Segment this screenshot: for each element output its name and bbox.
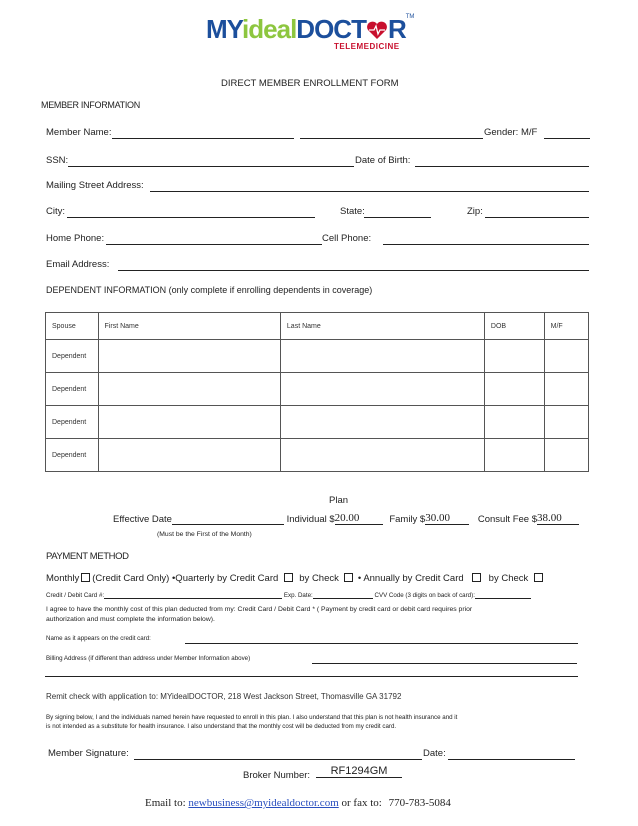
signing-text-1: By signing below, I and the individuals named herein have requested to enroll in this plan. I also understand that this plan is not health insurance and it xyxy=(46,714,458,721)
first-name-cell[interactable] xyxy=(98,439,280,472)
home-phone-field[interactable] xyxy=(106,244,322,245)
last-name-cell[interactable] xyxy=(280,406,484,439)
plan-note: (Must be the First of the Month) xyxy=(157,531,252,538)
last-name-cell[interactable] xyxy=(280,340,484,373)
row-label: Dependent xyxy=(46,439,99,472)
agree-text-1: I agree to have the monthly cost of this plan deducted from my: Credit Card / Debit Card * ( Payment by credit card or debit card requires prior xyxy=(46,606,473,613)
last-name-field[interactable] xyxy=(300,138,483,139)
logo-ideal: ideal xyxy=(242,14,297,44)
table-header-row xyxy=(46,313,589,340)
street-field[interactable] xyxy=(150,191,589,192)
table-row xyxy=(46,439,589,472)
dependent-table xyxy=(45,312,589,472)
exp-field[interactable] xyxy=(313,591,373,599)
cvv-label: CVV Code (3 digits on back of card): xyxy=(374,592,475,599)
consult-value: 38.00 xyxy=(537,512,579,525)
col-last-name: Last Name xyxy=(280,313,484,340)
effective-date-label: Effective Date xyxy=(113,514,172,525)
broker-label: Broker Number: xyxy=(243,770,311,781)
row-label: Dependent xyxy=(46,373,99,406)
name-on-card-field[interactable] xyxy=(185,643,578,644)
mf-cell[interactable] xyxy=(544,340,588,373)
home-phone-label: Home Phone: xyxy=(46,233,105,244)
annual-check-checkbox[interactable] xyxy=(534,573,543,582)
state-field[interactable] xyxy=(364,217,431,218)
dob-cell[interactable] xyxy=(484,340,544,373)
dependent-heading: DEPENDENT INFORMATION (only complete if enrolling dependents in coverage) xyxy=(46,285,373,295)
logo-tm: TM xyxy=(405,14,415,20)
payment-heading: PAYMENT METHOD xyxy=(46,551,129,562)
heart-icon xyxy=(366,20,388,40)
zip-field[interactable] xyxy=(485,217,589,218)
ssn-label: SSN: xyxy=(46,155,69,166)
footer-fax: 770-783-5084 xyxy=(388,797,451,809)
plan-row xyxy=(113,512,579,525)
individual-value: 20.00 xyxy=(335,512,383,525)
gender-field[interactable] xyxy=(544,138,590,139)
name-on-card-label: Name as it appears on the credit card: xyxy=(46,635,151,642)
dob-cell[interactable] xyxy=(484,406,544,439)
last-name-cell[interactable] xyxy=(280,439,484,472)
divider xyxy=(45,676,578,677)
cell-phone-field[interactable] xyxy=(383,244,589,245)
card-number-label: Credit / Debit Card #: xyxy=(46,592,105,599)
agree-text-2: authorization and must complete the information below). xyxy=(46,616,215,623)
member-signature-label: Member Signature: xyxy=(48,748,129,759)
member-signature-field[interactable] xyxy=(134,759,422,760)
first-name-cell[interactable] xyxy=(98,373,280,406)
email-field[interactable] xyxy=(118,270,589,271)
zip-label: Zip: xyxy=(467,206,483,217)
card-row xyxy=(46,591,531,599)
annually-label: • Annually by Credit Card xyxy=(357,573,464,584)
exp-label: Exp. Date: xyxy=(283,592,313,599)
dob-label: Date of Birth: xyxy=(355,155,411,166)
col-first-name: First Name xyxy=(98,313,280,340)
first-name-field[interactable] xyxy=(112,138,294,139)
broker-number: RF1294GM xyxy=(316,765,402,778)
annual-check-label: by Check xyxy=(488,573,529,584)
monthly-checkbox[interactable] xyxy=(81,573,90,582)
member-name-label: Member Name: xyxy=(46,127,112,138)
footer xyxy=(145,797,451,809)
remit-text: Remit check with application to: MYidealDOCTOR, 218 West Jackson Street, Thomasville GA 31792 xyxy=(46,692,402,701)
email-label: Email Address: xyxy=(46,259,110,270)
logo-tagline: TELEMEDICINE xyxy=(334,42,400,51)
street-label: Mailing Street Address: xyxy=(46,180,144,191)
table-row xyxy=(46,373,589,406)
signing-text-2: is not intended as a substitute for health insurance. I also understand that the monthly cost will be deducted from my credit card. xyxy=(46,723,397,730)
dob-cell[interactable] xyxy=(484,439,544,472)
form-title: DIRECT MEMBER ENROLLMENT FORM xyxy=(221,78,399,89)
card-number-field[interactable] xyxy=(104,591,282,599)
row-label: Dependent xyxy=(46,406,99,439)
last-name-cell[interactable] xyxy=(280,373,484,406)
gender-label: Gender: M/F xyxy=(484,127,538,138)
cell-phone-label: Cell Phone: xyxy=(322,233,372,244)
individual-label: Individual $ xyxy=(286,514,335,525)
first-name-cell[interactable] xyxy=(98,406,280,439)
billing-label: Billing Address (if different than address under Member Information above) xyxy=(46,655,251,662)
member-info-heading: MEMBER INFORMATION xyxy=(41,100,140,110)
mf-cell[interactable] xyxy=(544,406,588,439)
quarterly-check-checkbox[interactable] xyxy=(344,573,353,582)
payment-options xyxy=(46,573,549,584)
state-label: State: xyxy=(340,206,365,217)
quarterly-label: •Quarterly by Credit Card xyxy=(171,573,279,584)
row-label: Dependent xyxy=(46,340,99,373)
table-row xyxy=(46,340,589,373)
footer-email-link[interactable]: newbusiness@myidealdoctor.com xyxy=(188,797,339,809)
family-label: Family $ xyxy=(389,514,426,525)
monthly-card-label: (Credit Card Only) xyxy=(92,573,170,584)
footer-fax-prefix: or fax to: xyxy=(341,797,382,809)
date-field[interactable] xyxy=(448,759,575,760)
col-mf: M/F xyxy=(544,313,588,340)
city-field[interactable] xyxy=(67,217,315,218)
col-spouse: Spouse xyxy=(46,313,99,340)
monthly-label: Monthly xyxy=(46,573,80,584)
consult-label: Consult Fee $ xyxy=(477,514,538,525)
billing-field[interactable] xyxy=(312,663,577,664)
ssn-field[interactable] xyxy=(68,166,354,167)
mf-cell[interactable] xyxy=(544,373,588,406)
dob-field[interactable] xyxy=(415,166,589,167)
family-value: 30.00 xyxy=(425,512,469,525)
logo xyxy=(206,14,414,45)
col-dob: DOB xyxy=(484,313,544,340)
logo-doctor: DOCT xyxy=(296,14,366,44)
plan-heading: Plan xyxy=(329,495,349,506)
logo-r: R xyxy=(387,14,406,44)
annual-card-checkbox[interactable] xyxy=(472,573,481,582)
effective-date-field[interactable] xyxy=(172,514,284,525)
quarterly-card-checkbox[interactable] xyxy=(284,573,293,582)
city-label: City: xyxy=(46,206,65,217)
table-row xyxy=(46,406,589,439)
cvv-field[interactable] xyxy=(475,591,531,599)
logo-my: MY xyxy=(206,14,243,44)
mf-cell[interactable] xyxy=(544,439,588,472)
quarterly-check-label: by Check xyxy=(299,573,339,584)
date-label: Date: xyxy=(423,748,446,759)
first-name-cell[interactable] xyxy=(98,340,280,373)
footer-email-prefix: Email to: xyxy=(145,797,186,809)
dob-cell[interactable] xyxy=(484,373,544,406)
